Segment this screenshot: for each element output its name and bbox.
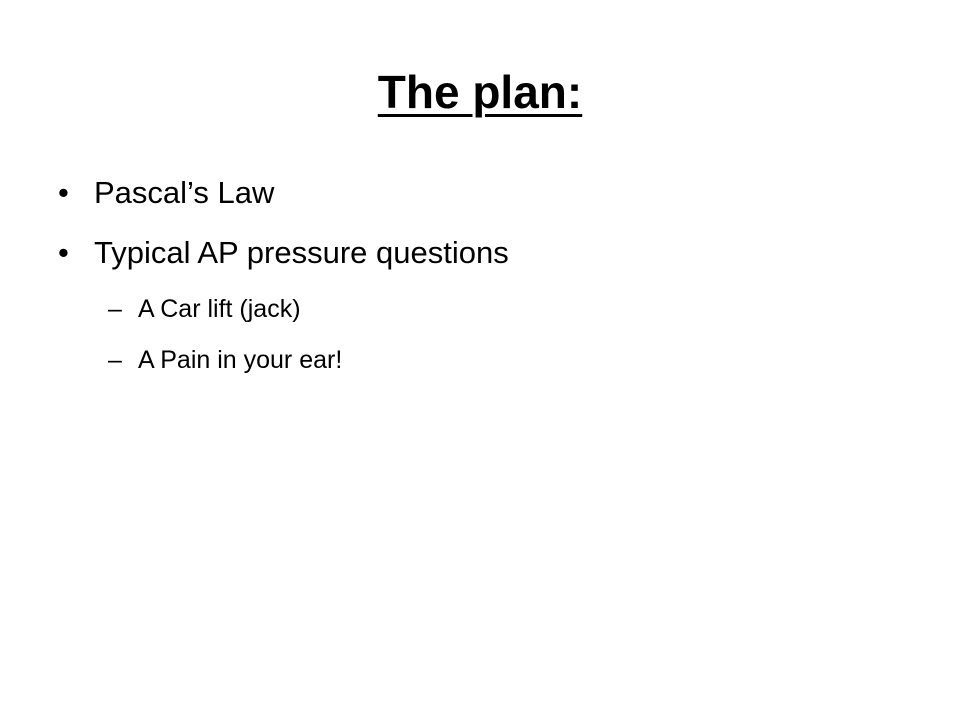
bullet-item [58,234,918,271]
slide-title-text: The plan: [377,66,583,118]
slide-body [58,174,918,396]
sub-bullet-marker: – [108,295,122,323]
sub-bullet-marker: – [108,346,122,374]
sub-bullet-text: A Pain in your ear! [138,346,343,374]
bullet-item [58,174,918,211]
slide-title [0,56,960,128]
sub-bullet-text: A Car lift (jack) [138,295,301,323]
bullet-text: Typical AP pressure questions [94,235,509,270]
bullet-text: Pascal’s Law [94,175,275,210]
sub-bullet-item [58,345,918,375]
bullet-marker: • [58,175,69,210]
bullet-marker: • [58,235,69,270]
sub-bullet-item [58,294,918,324]
